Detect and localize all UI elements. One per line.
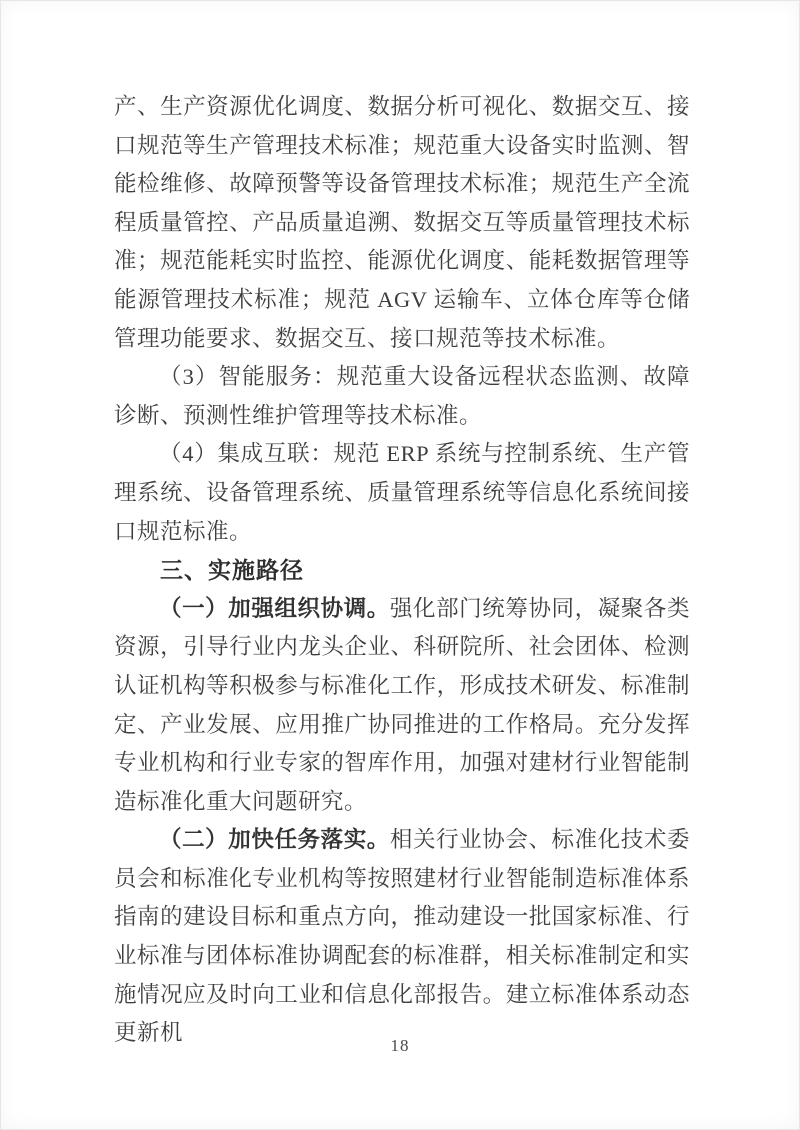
document-body	[114, 88, 690, 1053]
section-heading: 三、实施路径	[160, 557, 304, 584]
paragraph-measure-two-lead: （二）加快任务落实。	[159, 827, 390, 853]
paragraph-measure-one-text: 强化部门统筹协同，凝聚各类资源，引导行业内龙头企业、科研院所、社会团体、检测认证机构等积极参与标准化工作，形成技术研发、标准制定、产业发展、应用推广协同推进的工作格局。充分发挥专业机构和行业专家的智库作用，加强对建材行业智能制造标准化重大问题研究。	[114, 595, 690, 814]
page-number: 18	[390, 1036, 410, 1055]
paragraph-measure-one-lead: （一）加强组织协调。	[159, 595, 390, 621]
paragraph-measure-two	[114, 821, 690, 1053]
paragraph-item-3: （3）智能服务：规范重大设备远程状态监测、故障诊断、预测性维护管理等技术标准。	[114, 364, 690, 428]
paragraph-measure-two-text: 相关行业协会、标准化技术委员会和标准化专业机构等按照建材行业智能制造标准体系指南的建设目标和重点方向，推动建设一批国家标准、行业标准与团体标准协调配套的标准群，相关标准制定和实施情况应及时向工业和信息化部报告。建立标准体系动态更新机	[114, 827, 690, 1046]
paragraph-measure-one	[114, 590, 690, 822]
paragraph-continuation: 产、生产资源优化调度、数据分析可视化、数据交互、接口规范等生产管理技术标准；规范重大设备实时监测、智能检维修、故障预警等设备管理技术标准；规范生产全流程质量管控、产品质量追溯、数据交互等质量管理技术标准；规范能耗实时监控、能源优化调度、能耗数据管理等能源管理技术标准；规范 AGV 运输车、立体仓库等仓储管理功能要求、数据交互、接口规范等技术标准。	[114, 94, 690, 351]
paragraph-item-4: （4）集成互联：规范 ERP 系统与控制系统、生产管理系统、设备管理系统、质量管理系统等信息化系统间接口规范标准。	[114, 441, 690, 544]
